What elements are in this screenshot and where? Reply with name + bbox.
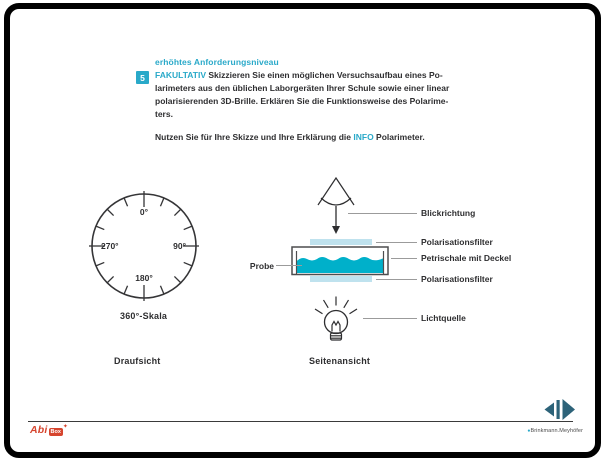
label-lichtquelle: Lichtquelle [421,313,466,323]
dial-label-90: 90° [173,241,186,251]
label-petrischale: Petrischale mit Deckel [421,253,512,263]
side-view-title: Seitenansicht [309,356,371,366]
logo-star-icon: ✦ [62,424,68,430]
label-probe: Probe [249,261,274,271]
page-navigation[interactable] [541,398,577,421]
label-polarisationsfilter-bottom: Polarisationsfilter [421,274,493,284]
arrow-down-icon [330,205,342,236]
connector-probe [276,265,302,266]
info-keyword: INFO [353,132,374,142]
dial-label-180: 180° [135,273,153,283]
task-note: Nutzen Sie für Ihre Skizze und Ihre Erklärung die INFO Polarimeter. [155,132,425,142]
section-heading: erhöhtes Anforderungsniveau [155,57,279,67]
nav-divider-bar [557,400,560,419]
connector-lichtquelle [363,318,417,319]
footer-divider [28,421,573,422]
task-line-2: larimeters aus den üblichen Laborgeräten Ihrer Schule sowie einer linear [155,83,450,93]
fakultativ-keyword: FAKULTATIV [155,70,206,80]
task-number-badge: 5 [136,71,149,84]
polarization-filter-top [310,239,372,245]
logo-box-text: Box [50,429,61,435]
polarization-filter-bottom [310,276,372,282]
credit-bullet-icon: ● [527,428,531,434]
logo-abi-text: Abi [30,424,48,436]
sample-liquid [296,257,384,273]
label-blickrichtung: Blickrichtung [421,208,476,218]
connector-filter-top [376,242,417,243]
abibox-logo [30,425,68,436]
label-polarisationsfilter-top: Polarisationsfilter [421,237,493,247]
nav-prev-button[interactable] [545,403,555,417]
task-text [155,69,495,121]
publisher-credit: ●Brinkmann.Meyhöfer [527,428,583,434]
dial-label-0: 0° [139,207,149,217]
task-line-3: polarisierenden 3D-Brille. Erklären Sie die Funktionsweise des Polarime- [155,96,449,106]
connector-filter-bottom [376,279,417,280]
dial-label-270: 270° [101,241,119,251]
eye-icon [314,175,358,208]
nav-next-button[interactable] [563,399,576,420]
petri-dish [291,246,389,276]
task-line-4: ters. [155,109,173,119]
dial-caption: 360°-Skala [120,311,168,321]
connector-petrischale [391,258,417,259]
connector-blickrichtung [348,213,417,214]
light-bulb-icon [308,293,368,347]
task-line-1: FAKULTATIV Skizzieren Sie einen möglichen Versuchsaufbau eines Po- [155,70,443,80]
top-view-title: Draufsicht [114,356,161,366]
scale-dial [86,189,202,305]
